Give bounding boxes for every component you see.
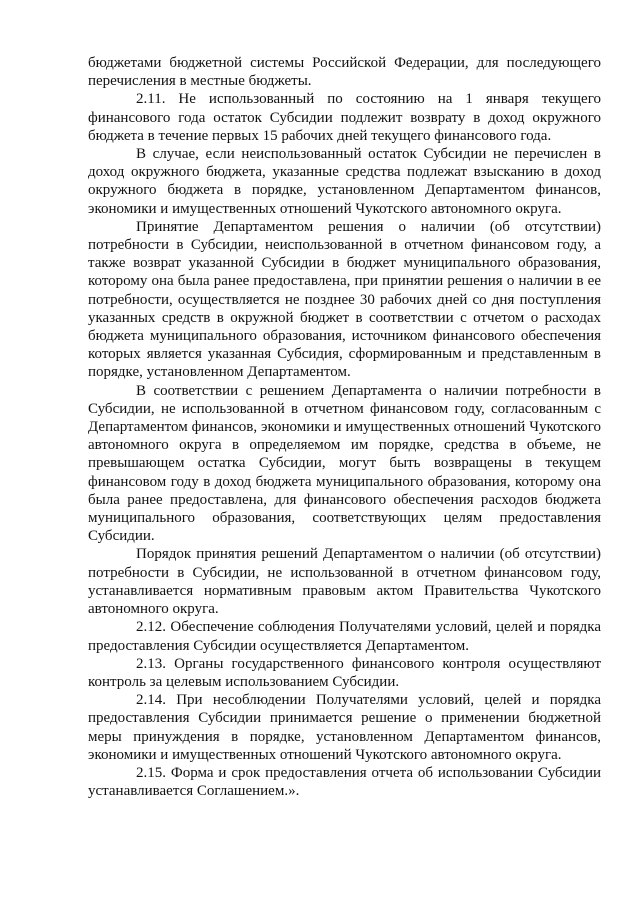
paragraph-2-13: 2.13. Органы государственного финансового контроля осуществляют контроль за целевым использованием Субсидии. <box>88 655 601 690</box>
paragraph-2-15: 2.15. Форма и срок предоставления отчета об использовании Субсидии устанавливается Соглашением.». <box>88 764 601 800</box>
paragraph-2-12: 2.12. Обеспечение соблюдения Получателями условий, целей и порядка предоставления Субсидии осуществляется Департаментом. <box>88 619 601 654</box>
paragraph-return-funds: В соответствии с решением Департамента о наличии потребности в Субсидии, не использованной в отчетном финансовом году, согласованным с Департаментом финансов, экономики и имущественных отношений Чукотского автономного округа в определяемом им порядке, средства в объеме, не превышающем остатка Субсидии, могут быть возвращены в текущем финансовом году в доход бюджета муниципального образования, которому она была ранее предоставлена, для финансового обеспечения расходов бюджета муниципального образования, соответствующих целям предоставления Субсидии. <box>88 382 601 545</box>
paragraph-decision-procedure: Порядок принятия решений Департаментом о наличии (об отсутствии) потребности в Субсидии, не использованной в отчетном финансовом году, устанавливается нормативным правовым актом Правительства Чукотского автономного округа. <box>88 546 601 618</box>
paragraph-continuation: бюджетами бюджетной системы Российской Федерации, для последующего перечисления в местные бюджеты. <box>88 55 601 90</box>
paragraph-2-14: 2.14. При несоблюдении Получателями условий, целей и порядка предоставления Субсидии принимается решение о применении бюджетной меры принуждения в порядке, установленном Департаментом финансов, экономики и имущественных отношений Чукотского автономного округа. <box>88 692 601 763</box>
paragraph-decision-adoption: Принятие Департаментом решения о наличии (об отсутствии) потребности в Субсидии, неиспользованной в отчетном финансовом году, а также возврат указанной Субсидии в бюджет муниципального образования, которому она была ранее предоставлена, при принятии решения о наличии в ее потребности, осуществляется не позднее 30 рабочих дней со дня поступления указанных средств в окружной бюджет в соответствии с отчетом о расходах бюджета муниципального образования, источником финансового обеспечения которых является указанная Субсидия, сформированным и представленным в порядке, установленном Департаментом. <box>88 218 601 381</box>
paragraph-2-11: 2.11. Не использованный по состоянию на 1 января текущего финансового года остаток Субсидии подлежит возврату в доход окружного бюджета в течение первых 15 рабочих дней текущего финансового года. <box>88 91 601 144</box>
document-page <box>88 54 601 800</box>
paragraph-unreturned-balance: В случае, если неиспользованный остаток Субсидии не перечислен в доход окружного бюджета, указанные средства подлежат взысканию в доход окружного бюджета в порядке, установленном Департаментом финансов, экономики и имущественных отношений Чукотского автономного округа. <box>88 146 601 217</box>
